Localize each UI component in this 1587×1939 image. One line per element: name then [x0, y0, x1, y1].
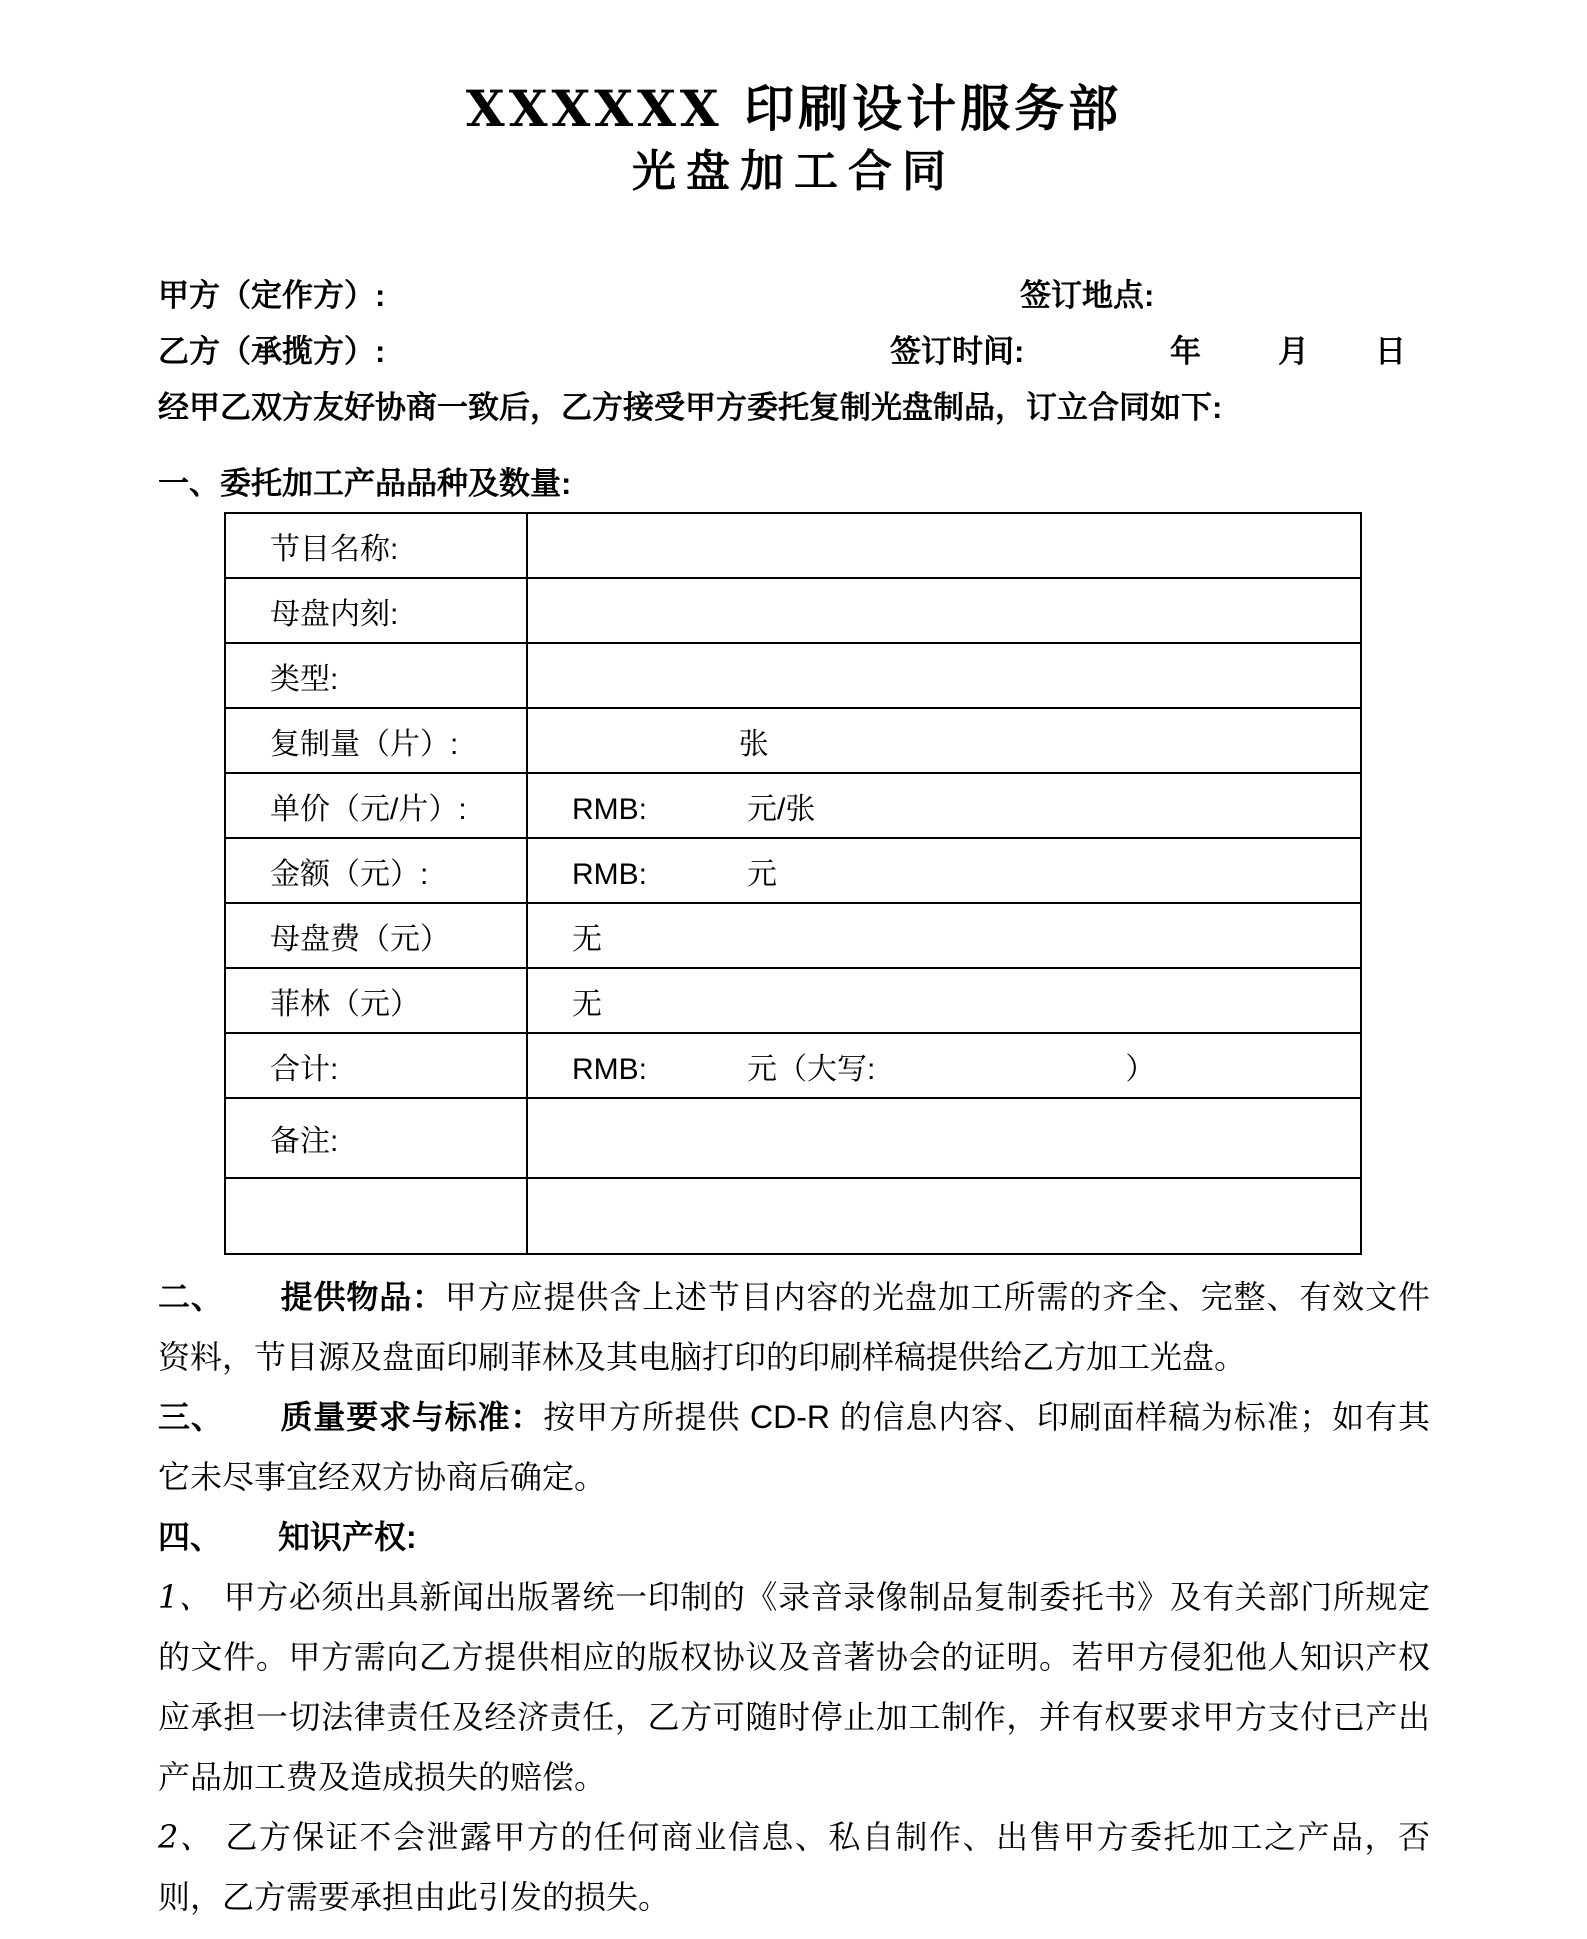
- table-row-master-disc: [225, 578, 1361, 643]
- contract-subtitle: 光盘加工合同: [632, 146, 956, 197]
- row-value-cell: RMB: 元: [527, 838, 1361, 903]
- contract-title: XXXXXX 印刷设计服务部: [465, 79, 1123, 138]
- section2-number: 二、: [158, 1279, 224, 1315]
- section3-number: 三、: [158, 1399, 224, 1435]
- section2-paragraph: [158, 1267, 1430, 1387]
- party-b-label: 乙方（承揽方）:: [158, 334, 386, 369]
- row-value-cell: 无: [527, 968, 1361, 1033]
- party-a-row: [158, 268, 1430, 324]
- day-label: 日: [1375, 334, 1406, 369]
- section4-item2: [158, 1807, 1430, 1927]
- table-row-master-fee: [225, 903, 1361, 968]
- item2-number: 2、: [158, 1818, 214, 1856]
- section4-number: 四、: [158, 1519, 223, 1555]
- item1-body: 甲方必须出具新闻出版署统一印制的《录音录像制品复制委托书》及有关部门所规定的文件。甲方需向乙方提供相应的版权协议及音著协会的证明。若甲方侵犯他人知识产权应承担一切法律责任及经济责任，乙方可随时停止加工制作，并有权要求甲方支付已产出产品加工费及造成损失的赔偿。: [158, 1579, 1430, 1795]
- year-label: 年: [1170, 334, 1201, 369]
- row-label-cell: [225, 1178, 527, 1254]
- month-label: 月: [1278, 334, 1309, 369]
- section3-title: 质量要求与标准：: [279, 1399, 544, 1435]
- contract-header: [158, 268, 1430, 436]
- table-row-type: [225, 643, 1361, 708]
- row-value-cell: [527, 578, 1361, 643]
- row-value-cell: RMB: 元/张: [527, 773, 1361, 838]
- party-a-label: 甲方（定作方）:: [158, 278, 386, 313]
- row-label-cell: 母盘内刻:: [225, 578, 527, 643]
- row-label-cell: 备注:: [225, 1098, 527, 1178]
- section4-title: 知识产权:: [278, 1519, 417, 1555]
- sign-time-label: 签订时间:: [890, 334, 1025, 369]
- row-label-cell: 单价（元/片）:: [225, 773, 527, 838]
- table-row-total: [225, 1033, 1361, 1098]
- intro-line: 经甲乙双方友好协商一致后，乙方接受甲方委托复制光盘制品，订立合同如下:: [158, 390, 1223, 425]
- row-label-cell: 类型:: [225, 643, 527, 708]
- section3-body: 按甲方所提供 CD-R 的信息内容、印刷面样稿为标准；如有其它未尽事宜经双方协商后确定。: [158, 1399, 1430, 1495]
- table-row-amount: [225, 838, 1361, 903]
- section4-item1: [158, 1567, 1430, 1807]
- row-value-cell: [527, 1178, 1361, 1254]
- row-label-cell: 复制量（片）:: [225, 708, 527, 773]
- section2-title: 提供物品：: [279, 1279, 445, 1315]
- row-label-cell: 菲林（元）: [225, 968, 527, 1033]
- contract-clauses: [158, 1267, 1430, 1927]
- table-row-empty: [225, 1178, 1361, 1254]
- row-label-cell: 合计:: [225, 1033, 527, 1098]
- table-row-unit-price: [225, 773, 1361, 838]
- section3-paragraph: [158, 1387, 1430, 1507]
- row-value-cell: [527, 643, 1361, 708]
- table-row-program-name: [225, 513, 1361, 578]
- section2-body: 甲方应提供含上述节目内容的光盘加工所需的齐全、完整、有效文件资料，节目源及盘面印刷菲林及其电脑打印的印刷样稿提供给乙方加工光盘。: [158, 1279, 1430, 1375]
- section4-heading: [158, 1507, 1430, 1567]
- item2-body: 乙方保证不会泄露甲方的任何商业信息、私自制作、出售甲方委托加工之产品，否则，乙方需要承担由此引发的损失。: [158, 1819, 1430, 1915]
- row-value-cell: 张: [527, 708, 1361, 773]
- row-value-cell: RMB: 元（大写: ）: [527, 1033, 1361, 1098]
- table-row-copy-quantity: [225, 708, 1361, 773]
- row-label-cell: 母盘费（元）: [225, 903, 527, 968]
- row-value-cell: [527, 1098, 1361, 1178]
- table-row-remarks: [225, 1098, 1361, 1178]
- item1-number: 1、: [158, 1578, 212, 1616]
- row-label-cell: 节目名称:: [225, 513, 527, 578]
- row-label-cell: 金额（元）:: [225, 838, 527, 903]
- sign-place-label: 签订地点:: [1020, 278, 1155, 313]
- products-table: [224, 512, 1362, 1255]
- row-value-cell: 无: [527, 903, 1361, 968]
- party-b-row: [158, 324, 1430, 380]
- table-row-film-fee: [225, 968, 1361, 1033]
- row-value-cell: [527, 513, 1361, 578]
- section1-heading: 一、委托加工产品品种及数量:: [158, 466, 572, 501]
